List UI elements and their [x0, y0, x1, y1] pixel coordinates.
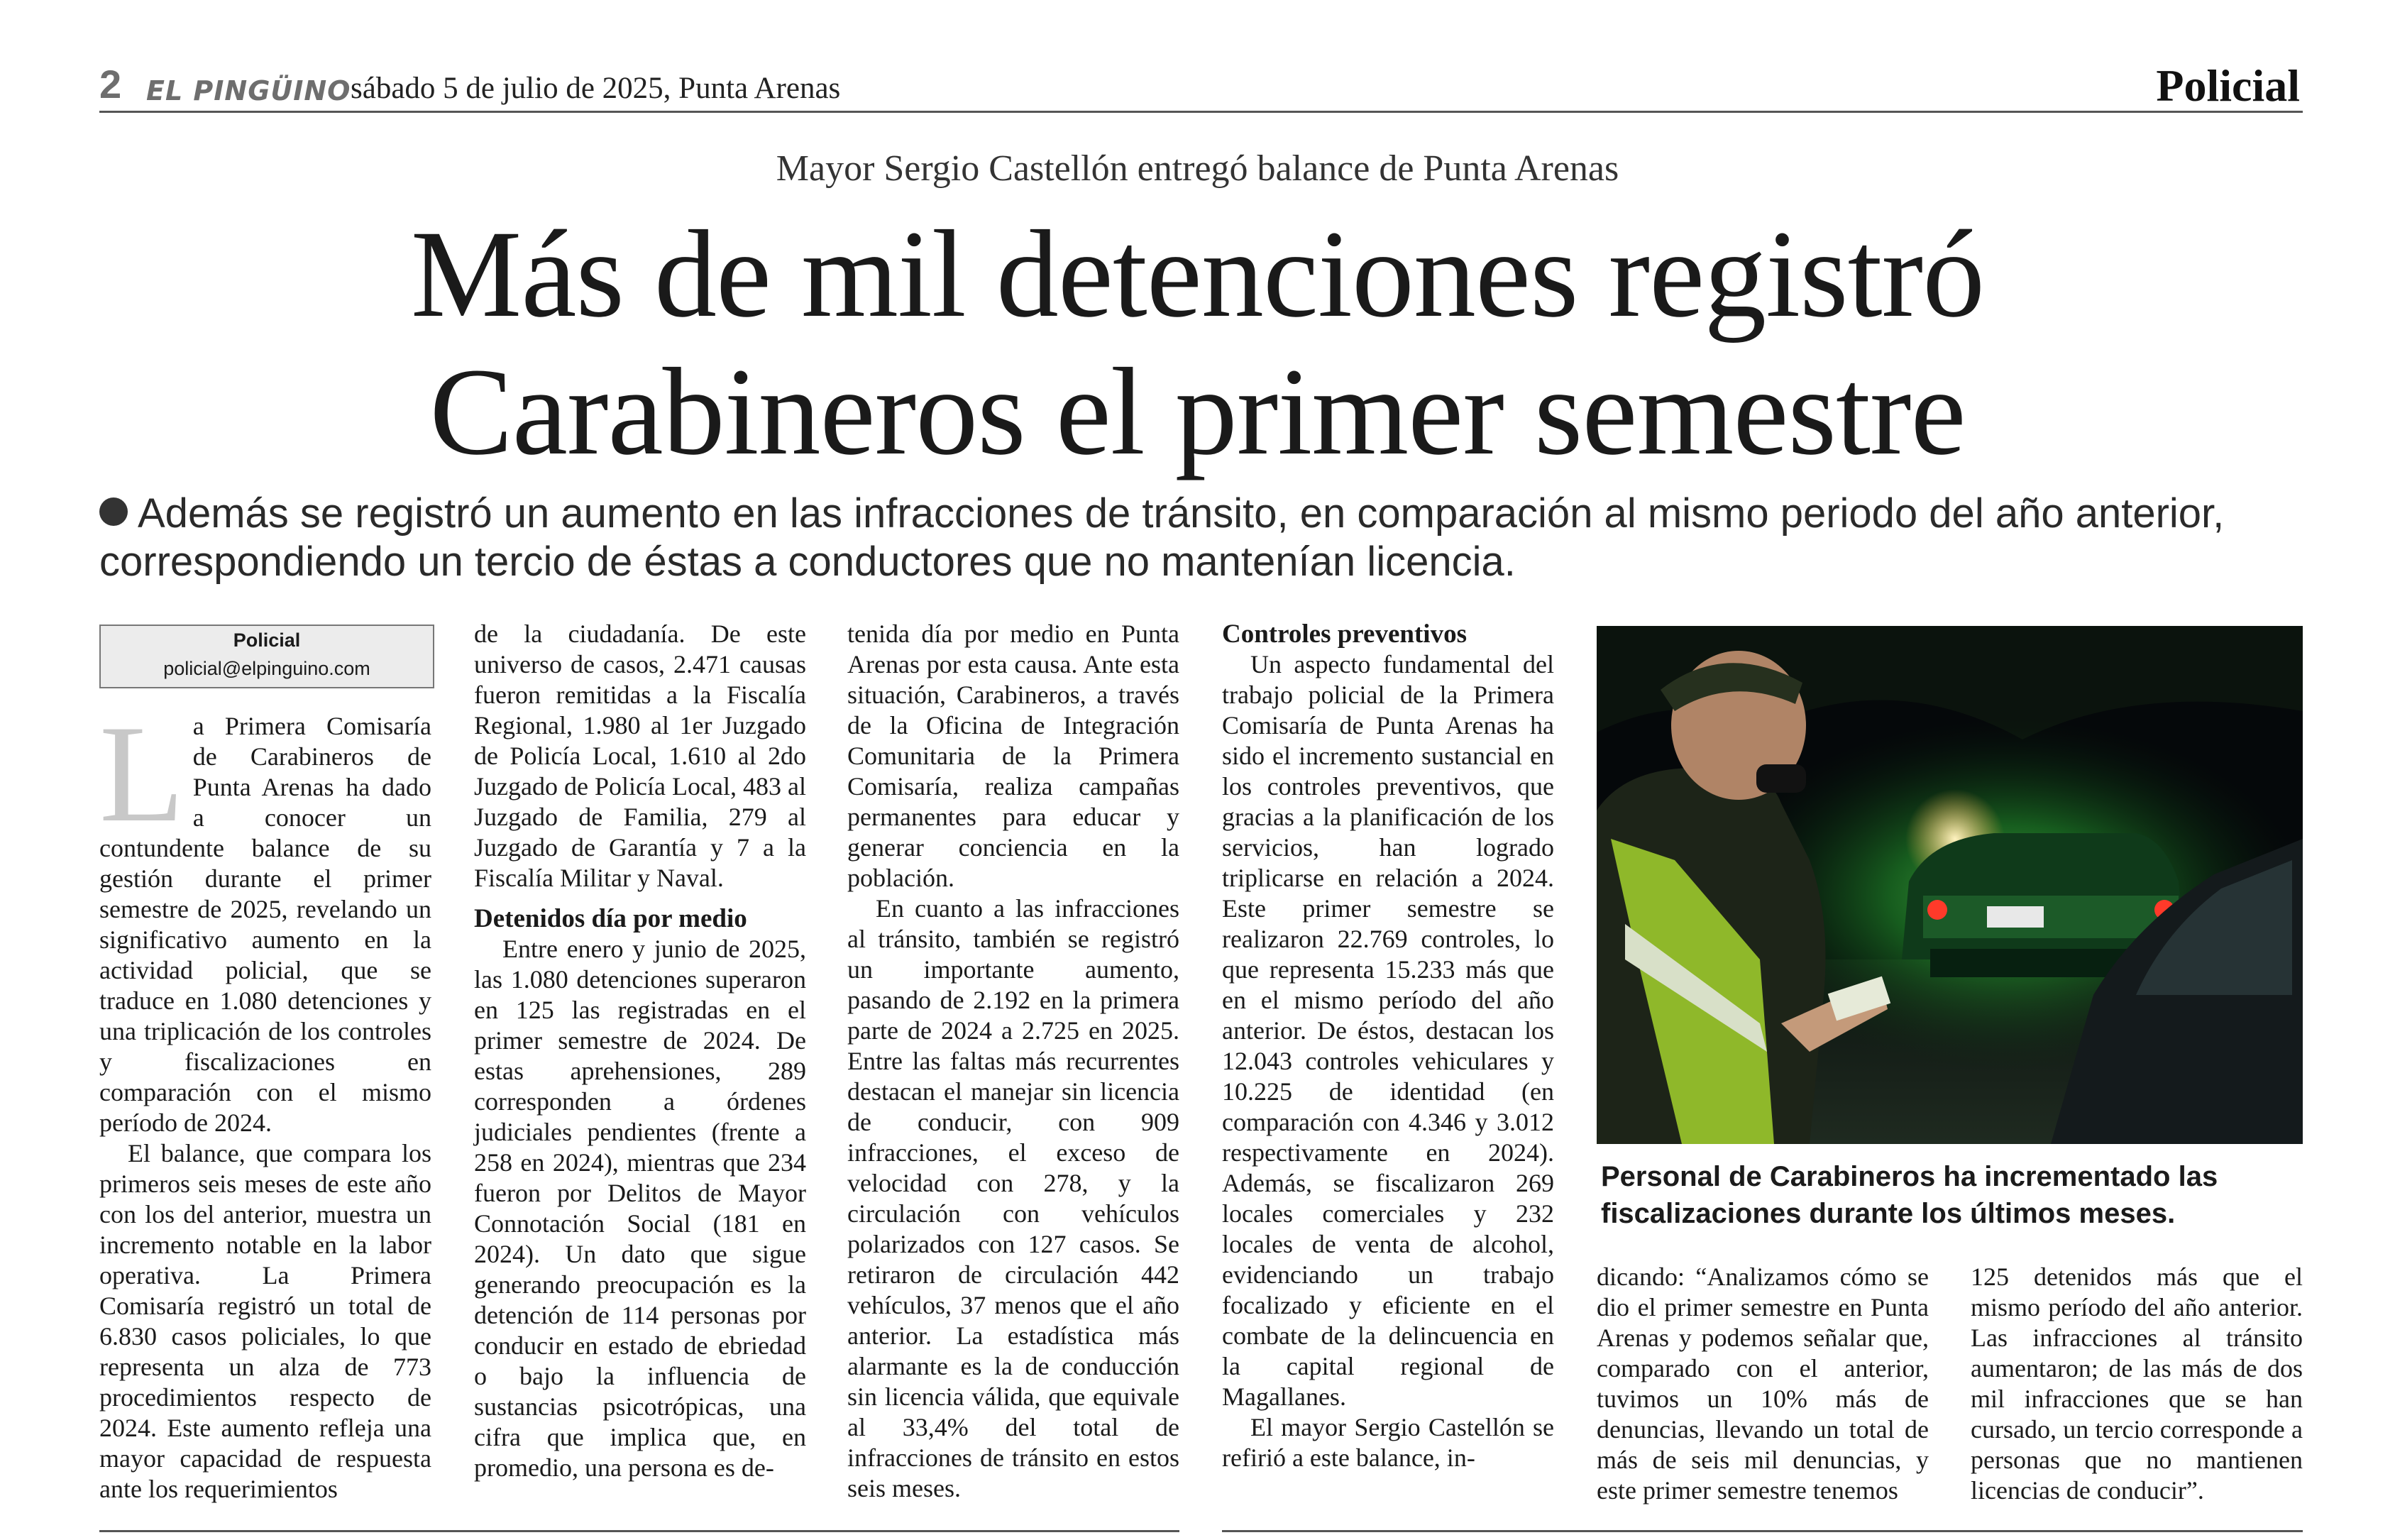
- masthead-logo: EL PINGÜINO: [146, 75, 351, 106]
- headline-line-1: Más de mil detenciones registró: [410, 205, 1985, 343]
- paragraph: El balance, que compara los primeros seis meses de este año con los del anterior, muestra un incremento notable en la labor operativa. La Primera Comisaría registró un total de 6.830 casos policiales, lo que representa un alza de 773 procedimientos respecto de 2024. Este aumento refleja una mayor capacidad de respuesta ante los requerimientos: [99, 1139, 431, 1503]
- photo-carabinero-control: [1597, 626, 2303, 1144]
- paragraph: a Primera Comisaría de Carabineros de Punta Arenas ha dado a conocer un contundente balance de su gestión durante el primer semestre de 2025, revelando un significativo aumento en la actividad policial, que se traduce en 1.080 detenciones y una triplicación de los controles y fiscalizaciones en comparación con el mismo período de 2024.: [99, 712, 431, 1137]
- paragraph: tenida día por medio en Punta Arenas por esta causa. Ante esta situación, Carabineros, a través de la Oficina de Integración Comunitaria de la Primera Comisaría, realiza campañas permanentes para educar y generar conciencia en la población.: [847, 620, 1179, 892]
- footer-rule-right: [1222, 1530, 2303, 1532]
- paragraph: El mayor Sergio Castellón se refirió a este balance, in-: [1222, 1413, 1554, 1472]
- body-column-6: [1971, 1262, 2303, 1506]
- body-column-4: [1222, 619, 1554, 1473]
- paragraph: Un aspecto fundamental del trabajo policial de la Primera Comisaría de Punta Arenas ha sido el incremento sustancial en los controles preventivos, que gracias a la planificación de los servicios, han logrado triplicarse en relación a 2024. Este primer semestre se realizaron 22.769 controles, lo que representa 15.233 más que en el mismo período del año anterior. De éstos, destacan los 12.043 controles vehiculares y 10.225 de identidad (en comparación con 4.346 y 3.012 respectivamente en 2024). Además, se fiscalizaron 269 locales comerciales y 232 locales de venta de alcohol, evidenciando un trabajo focalizado y eficiente en el combate de la delincuencia en la capital regional de Magallanes.: [1222, 650, 1554, 1411]
- bullet-icon: [99, 497, 128, 526]
- body-column-2: [474, 619, 806, 1483]
- header-rule: [99, 111, 2303, 113]
- byline-box: [99, 625, 434, 688]
- news-photo: [1597, 626, 2303, 1144]
- byline-name: Policial: [233, 629, 301, 651]
- paragraph: Entre enero y junio de 2025, las 1.080 detenciones superaron en 125 las registradas en el primer semestre de 2024. De estas aprehensiones, 289 corresponden a órdenes judiciales pendientes (frente a 258 en 2024), mientras que 234 fueron por Delitos de Mayor Connotación Social (181 en 2024). Un dato que sigue generando preocupación es la detención de 114 personas por conducir en estado de ebriedad o bajo la influencia de sustancias psicotrópicas, una cifra que implica que, en promedio, una persona es de-: [474, 935, 806, 1482]
- paragraph: de la ciudadanía. De este universo de casos, 2.471 causas fueron remitidas a la Fiscalía Regional, 1.980 al 1er Juzgado de Policía Local, 1.610 al 2do Juzgado de Policía Local, 483 al Juzgado de Familia, 279 al Juzgado de Garantía y 7 a la Fiscalía Militar y Naval.: [474, 620, 806, 892]
- subhead-detenidos: Detenidos día por medio: [474, 904, 747, 933]
- dateline: sábado 5 de julio de 2025, Punta Arenas: [351, 72, 841, 105]
- body-column-1: [99, 697, 431, 1505]
- headline-line-2: Carabineros el primer semestre: [429, 343, 1966, 481]
- article-kicker: Mayor Sergio Castellón entregó balance de Punta Arenas: [776, 148, 1619, 189]
- body-column-3: [847, 619, 1179, 1504]
- article-deck: [99, 490, 2313, 586]
- photo-caption: Personal de Carabineros ha incrementado las fiscalizaciones durante los últimos meses.: [1601, 1161, 2218, 1229]
- paragraph: En cuanto a las infracciones al tránsito, también se registró un importante aumento, pasando de 2.192 en la primera parte de 2024 a 2.725 en 2025. Entre las faltas más recurrentes destacan el manejar sin licencia de conducir, con 909 infracciones, el exceso de velocidad con 278, y la circulación con vehículos polarizados con 127 casos. Se retiraron de circulación 442 vehículos, 37 menos que el año anterior. La estadística más alarmante es la de conducción sin licencia válida, que equivale al 33,4% del total de infracciones de tránsito en estos seis meses.: [847, 894, 1179, 1502]
- drop-cap: L: [99, 697, 185, 851]
- footer-rule-left: [99, 1530, 1179, 1532]
- subhead-controles: Controles preventivos: [1222, 620, 1467, 649]
- byline-email[interactable]: policial@elpinguino.com: [163, 658, 370, 679]
- deck-text: Además se registró un aumento en las infracciones de tránsito, en comparación al mismo periodo del año anterior, correspondiendo un tercio de éstas a conductores que no mantenían licencia.: [99, 490, 2225, 585]
- paragraph: 125 detenidos más que el mismo período del año anterior. Las infracciones al tránsito aumentaron; de las más de dos mil infracciones que se han cursado, un tercio corresponde a personas que no mantienen licencias de conducir”.: [1971, 1263, 2303, 1505]
- page-number: 2: [99, 62, 122, 106]
- article-headline: [0, 206, 2395, 481]
- paragraph: dicando: “Analizamos cómo se dio el primer semestre en Punta Arenas y podemos señalar que, comparado con el anterior, tuvimos un 10% más de denuncias, llevando un total de más de seis mil denuncias, y este primer semestre tenemos: [1597, 1263, 1929, 1505]
- body-column-5: [1597, 1262, 1929, 1506]
- section-label: Policial: [2156, 60, 2300, 111]
